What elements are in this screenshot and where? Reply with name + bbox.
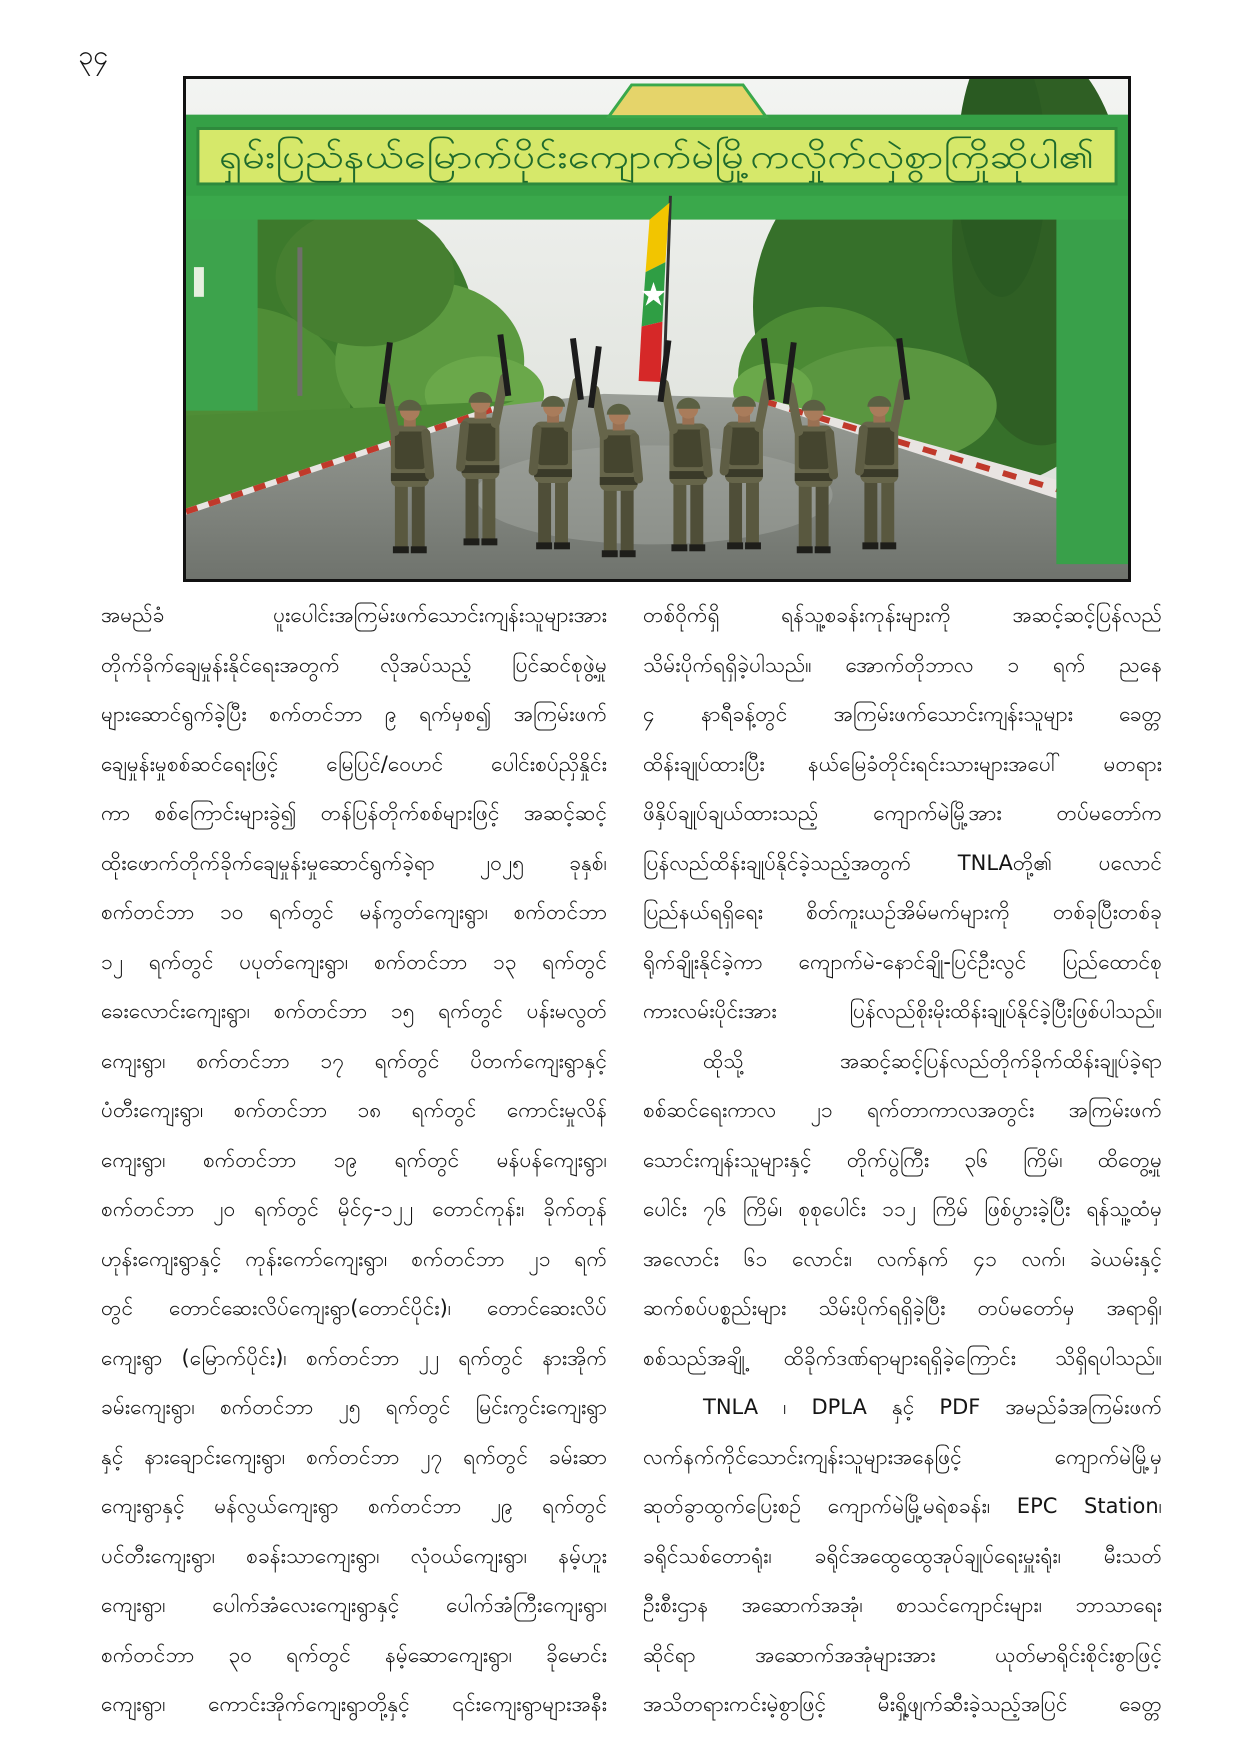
text-line: အသိတရားကင်းမဲ့စွာဖြင့် မီးရှို့ဖျက်ဆီးခဲ့သည့်အပြင် ခေတ္တ xyxy=(643,1692,1162,1716)
text-line: ကျေးရွာ၊ ပေါက်အံလေးကျေးရွာနှင့် ပေါက်အံကြီးကျေးရွာ၊ xyxy=(101,1593,607,1617)
text-line: ကားလမ်းပိုင်းအား ပြန်လည်စိုးမိုးထိန်းချုပ်နိုင်ခဲ့ပြီးဖြစ်ပါသည်။ xyxy=(643,999,1162,1023)
text-line: ဦးစီးဌာန အဆောက်အအုံ၊ စာသင်ကျောင်းများ၊ ဘာသာရေး xyxy=(643,1593,1162,1617)
text-line: ကျေးရွာ၊ ကောင်းအိုက်ကျေးရွာတို့နှင့် ၎င်းကျေးရွာများအနီး xyxy=(101,1692,607,1716)
text-line: စစ်ဆင်ရေးကာလ ၂၁ ရက်တာကာလအတွင်း အကြမ်းဖက် xyxy=(643,1098,1162,1122)
text-line: တွင် တောင်ဆေးလိပ်ကျေးရွာ(တောင်ပိုင်း)၊ တောင်ဆေးလိပ် xyxy=(101,1296,607,1320)
text-line: အမည်ခံ ပူးပေါင်းအကြမ်းဖက်သောင်းကျန်းသူများအား xyxy=(101,603,607,627)
text-line: အလောင်း ၆၁ လောင်း၊ လက်နက် ၄၁ လက်၊ ခဲယမ်းနှင့် xyxy=(643,1246,1162,1271)
left-column xyxy=(101,591,607,1730)
text-line: သိမ်းပိုက်ရရှိခဲ့ပါသည်။ အောက်တိုဘာလ ၁ ရက် ညနေ xyxy=(643,652,1162,677)
text-line: ဖိနှိပ်ချုပ်ချယ်ထားသည့် ကျောက်မဲမြို့အား တပ်မတော်က xyxy=(643,801,1162,825)
text-line: ပင်တီးကျေးရွာ၊ စခန်းသာကျေးရွာ၊ လုံဝယ်ကျေးရွာ၊ နမ့်ဟူး xyxy=(101,1543,607,1568)
text-line: ပေါင်း ၇၆ ကြိမ်၊ စုစုပေါင်း ၁၁၂ ကြိမ် ဖြစ်ပွားခဲ့ပြီး ရန်သူ့ထံမှ xyxy=(643,1197,1162,1221)
text-line: စက်တင်ဘာ ၃၀ ရက်တွင် နမ့်ဆောကျေးရွာ၊ ခိုမောင်း xyxy=(101,1642,607,1667)
text-line: ရိုက်ချိုးနိုင်ခဲ့ကာ ကျောက်မဲ-နောင်ချို-ပြင်ဦးလွင် ပြည်ထောင်စု xyxy=(643,949,1162,974)
text-line: ကျေးရွာ၊ စက်တင်ဘာ ၁၇ ရက်တွင် ပိတက်ကျေးရွာနှင့် xyxy=(101,1048,607,1073)
text-line: စစ်သည်အချို့ ထိခိုက်ဒဏ်ရာများရရှိခဲ့ကြောင်း သိရှိရပါသည်။ xyxy=(643,1345,1162,1370)
text-line: ကျေးရွာနှင့် မန်လွယ်ကျေးရွာ စက်တင်ဘာ ၂၉ ရက်တွင် xyxy=(101,1494,607,1518)
text-line: ချေမှုန်းမှုစစ်ဆင်ရေးဖြင့် မြေပြင်/ဝေဟင် ပေါင်းစပ်ညှိနှိုင်း xyxy=(101,751,607,776)
text-line: ပံတီးကျေးရွာ၊ စက်တင်ဘာ ၁၈ ရက်တွင် ကောင်းမှုလိန် xyxy=(101,1098,607,1122)
paragraph-first-line: ထိုသို့ အဆင့်ဆင့်ပြန်လည်တိုက်ခိုက်ထိန်းချုပ်ခဲ့ရာ xyxy=(703,1048,1162,1073)
text-line: ပြည်နယ်ရရှိရေး စိတ်ကူးယဉ်အိမ်မက်များကို တစ်ခုပြီးတစ်ခု xyxy=(643,900,1162,924)
text-line: ကျေးရွာ (မြောက်ပိုင်း)၊ စက်တင်ဘာ ၂၂ ရက်တွင် နားအိုက် xyxy=(101,1345,607,1370)
right-column xyxy=(643,591,1162,1730)
text-line: နှင့် နားချောင်းကျေးရွာ၊ စက်တင်ဘာ ၂၇ ရက်တွင် ခမ်းဆာ xyxy=(101,1444,607,1469)
text-line: ၁၂ ရက်တွင် ပပုတ်ကျေးရွာ၊ စက်တင်ဘာ ၁၃ ရက်တွင် xyxy=(101,949,607,974)
news-photo xyxy=(183,76,1131,582)
text-line: ၄ နာရီခန့်တွင် အကြမ်းဖက်သောင်းကျန်းသူများ ခေတ္တ xyxy=(643,702,1162,726)
text-line: ကျေးရွာ၊ စက်တင်ဘာ ၁၉ ရက်တွင် မန်ပန်ကျေးရွာ၊ xyxy=(101,1147,607,1172)
text-line: ထိန်းချုပ်ထားပြီး နယ်မြေခံတိုင်းရင်းသားများအပေါ် မတရား xyxy=(643,751,1162,776)
text-line: ခရိုင်သစ်တောရုံး၊ ခရိုင်အထွေထွေအုပ်ချုပ်ရေးမှူးရုံး၊ မီးသတ် xyxy=(643,1543,1162,1568)
text-line: ပြန်လည်ထိန်းချုပ်နိုင်ခဲ့သည့်အတွက် TNLAတို့၏ ပလောင် xyxy=(643,850,1162,875)
page-number: ၃၄ xyxy=(78,40,109,71)
text-line: တစ်ဝိုက်ရှိ ရန်သူ့စခန်းကုန်းများကို အဆင့်ဆင့်ပြန်လည် xyxy=(643,603,1162,627)
photo-scene xyxy=(186,79,1128,579)
text-line: ဆက်စပ်ပစ္စည်းများ သိမ်းပိုက်ရရှိခဲ့ပြီး တပ်မတော်မှ အရာရှိ၊ xyxy=(643,1296,1162,1320)
text-line: ဟုန်းကျေးရွာနှင့် ကုန်းကော်ကျေးရွာ၊ စက်တင်ဘာ ၂၁ ရက် xyxy=(101,1246,607,1271)
text-line: ထိုးဖောက်တိုက်ခိုက်ချေမှုန်းမှုဆောင်ရွက်ခဲ့ရာ ၂၀၂၅ ခုနှစ်၊ xyxy=(101,850,607,875)
text-line: တိုက်ခိုက်ချေမှုန်းနိုင်ရေးအတွက် လိုအပ်သည့် ပြင်ဆင်စုဖွဲ့မှု xyxy=(101,652,607,677)
text-line: ဆိုင်ရာ အဆောက်အအုံများအား ယုတ်မာရိုင်းစိုင်းစွာဖြင့် xyxy=(643,1642,1162,1667)
text-line: စက်တင်ဘာ ၁၀ ရက်တွင် မန်ကွတ်ကျေးရွာ၊ စက်တင်ဘာ xyxy=(101,900,607,924)
text-line: ခမ်းကျေးရွာ၊ စက်တင်ဘာ ၂၅ ရက်တွင် မြင်းကွင်းကျေးရွာ xyxy=(101,1395,607,1419)
text-line: ခေးလောင်းကျေးရွာ၊ စက်တင်ဘာ ၁၅ ရက်တွင် ပန်းမလွတ် xyxy=(101,999,607,1023)
arch-sign-text: ရှမ်းပြည်နယ်မြောက်ပိုင်းကျောက်မဲမြို့ကလှိုက်လှဲစွာကြိုဆိုပါ၏ xyxy=(218,137,955,177)
text-line: များဆောင်ရွက်ခဲ့ပြီး စက်တင်ဘာ ၉ ရက်မှစ၍ အကြမ်းဖက် xyxy=(101,702,607,726)
text-line: သောင်းကျန်းသူများနှင့် တိုက်ပွဲကြီး ၃၆ ကြိမ်၊ ထိတွေ့မှု xyxy=(643,1147,1162,1172)
text-line: ဆုတ်ခွာထွက်ပြေးစဉ် ကျောက်မဲမြို့မရဲစခန်း၊ EPC Station၊ xyxy=(643,1494,1162,1518)
text-line: လက်နက်ကိုင်သောင်းကျန်းသူများအနေဖြင့် ကျောက်မဲမြို့မှ xyxy=(643,1444,1162,1469)
text-line: ကာ စစ်ကြောင်းများခွဲ၍ တန်ပြန်တိုက်စစ်များဖြင့် အဆင့်ဆင့် xyxy=(101,801,607,825)
paragraph-first-line: TNLA ၊ DPLA နှင့် PDF အမည်ခံအကြမ်းဖက် xyxy=(703,1395,1162,1419)
text-line: စက်တင်ဘာ ၂၀ ရက်တွင် မိုင်၄-၁၂၂ တောင်ကုန်း၊ ခိုက်တုန် xyxy=(101,1197,607,1221)
